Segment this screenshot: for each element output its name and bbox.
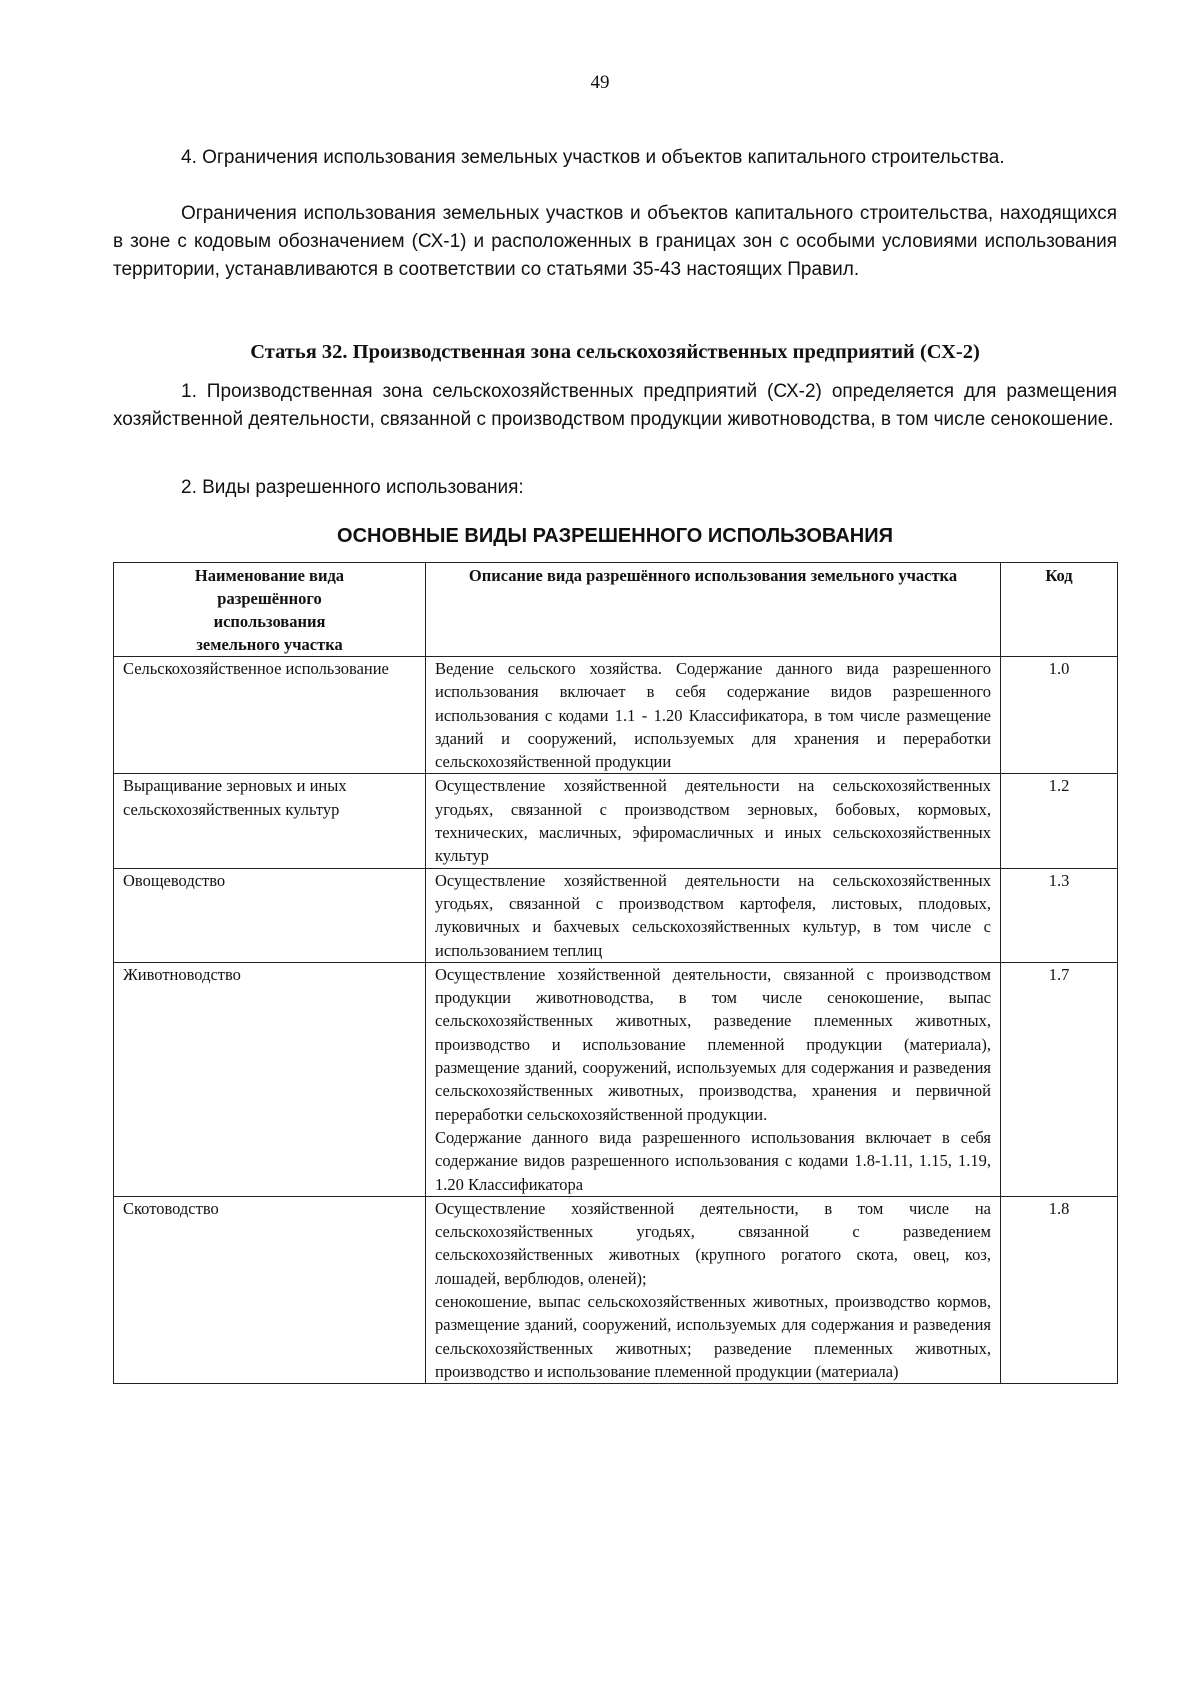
- permitted-uses-table: [113, 562, 1118, 1384]
- cell-name: Скотоводство: [114, 1196, 426, 1383]
- cell-code: 1.2: [1001, 774, 1118, 868]
- cell-description-part: сенокошение, выпас сельскохозяйственных животных, производство кормов, размещение зданий, сооружений, используемых для содержания и разведения сельскохозяйственных животных; разведение племенных животных, производство и использование племенной продукции (материала): [435, 1292, 991, 1381]
- cell-description-part: Осуществление хозяйственной деятельности, связанной с производством продукции животноводства, в том числе сенокошение, выпас сельскохозяйственных животных, разведение племенных животных, производство и использование племенной продукции (материала), размещение зданий, сооружений, используемых для содержания и разведения сельскохозяйственных животных, производства, хранения и первичной переработки сельскохозяйственной продукции.: [435, 964, 991, 1124]
- cell-code: 1.3: [1001, 868, 1118, 962]
- cell-code: 1.7: [1001, 962, 1118, 1196]
- cell-name: Выращивание зерновых и иных сельскохозяйственных культур: [114, 774, 426, 868]
- table-row: [114, 774, 1118, 868]
- cell-name: Животноводство: [114, 962, 426, 1196]
- cell-description: Осуществление хозяйственной деятельности на сельскохозяйственных угодьях, связанной с производством зерновых, бобовых, кормовых, технических, масличных, эфиромасличных и иных сельскохозяйственных культур: [426, 774, 1001, 868]
- header-name: Наименование вида разрешённого использования земельного участка: [114, 563, 426, 657]
- cell-description: [426, 1196, 1001, 1383]
- section-title: ОСНОВНЫЕ ВИДЫ РАЗРЕШЕННОГО ИСПОЛЬЗОВАНИЯ: [337, 525, 893, 547]
- cell-name: Овощеводство: [114, 868, 426, 962]
- page-number: 49: [590, 72, 610, 93]
- paragraph-permitted-uses: 2. Виды разрешенного использования:: [181, 477, 524, 498]
- table-row: [114, 868, 1118, 962]
- cell-description: [426, 962, 1001, 1196]
- header-code: Код: [1001, 563, 1118, 657]
- paragraph-restrictions-heading: 4. Ограничения использования земельных участков и объектов капитального строительства.: [181, 147, 1005, 168]
- table-row: [114, 962, 1118, 1196]
- table-row: [114, 1196, 1118, 1383]
- cell-description: Осуществление хозяйственной деятельности на сельскохозяйственных угодьях, связанной с производством картофеля, листовых, плодовых, луковичных и бахчевых сельскохозяйственных культур, в том числе с использованием теплиц: [426, 868, 1001, 962]
- cell-code: 1.8: [1001, 1196, 1118, 1383]
- article-title: Статья 32. Производственная зона сельскохозяйственных предприятий (СХ-2): [250, 341, 980, 363]
- cell-name: Сельскохозяйственное использование: [114, 657, 426, 774]
- cell-description-part: Содержание данного вида разрешенного использования включает в себя содержание видов разрешенного использования с кодами 1.8-1.11, 1.15, 1.19, 1.20 Классификатора: [435, 1127, 991, 1194]
- table-header-row: [114, 563, 1118, 657]
- paragraph-restrictions-body: Ограничения использования земельных участков и объектов капитального строительства, находящихся в зоне с кодовым обозначением (СХ-1) и расположенных в границах зон с особыми условиями использования территории, устанавливаются в соответствии со статьями 35-43 настоящих Правил.: [113, 203, 1117, 280]
- cell-description: Ведение сельского хозяйства. Содержание данного вида разрешенного использования включает в себя содержание видов разрешенного использования с кодами 1.1 - 1.20 Классификатора, в том числе размещение зданий и сооружений, используемых для хранения и переработки сельскохозяйственной продукции: [426, 657, 1001, 774]
- table-row: [114, 657, 1118, 774]
- cell-description-part: Осуществление хозяйственной деятельности, в том числе на сельскохозяйственных угодьях, связанной с разведением сельскохозяйственных животных (крупного рогатого скота, овец, коз, лошадей, верблюдов, оленей);: [435, 1198, 991, 1288]
- paragraph-zone-definition: 1. Производственная зона сельскохозяйственных предприятий (СХ-2) определяется для размещения хозяйственной деятельности, связанной с производством продукции животноводства, в том числе сенокошение.: [113, 381, 1117, 430]
- header-description: Описание вида разрешённого использования земельного участка: [426, 563, 1001, 657]
- cell-code: 1.0: [1001, 657, 1118, 774]
